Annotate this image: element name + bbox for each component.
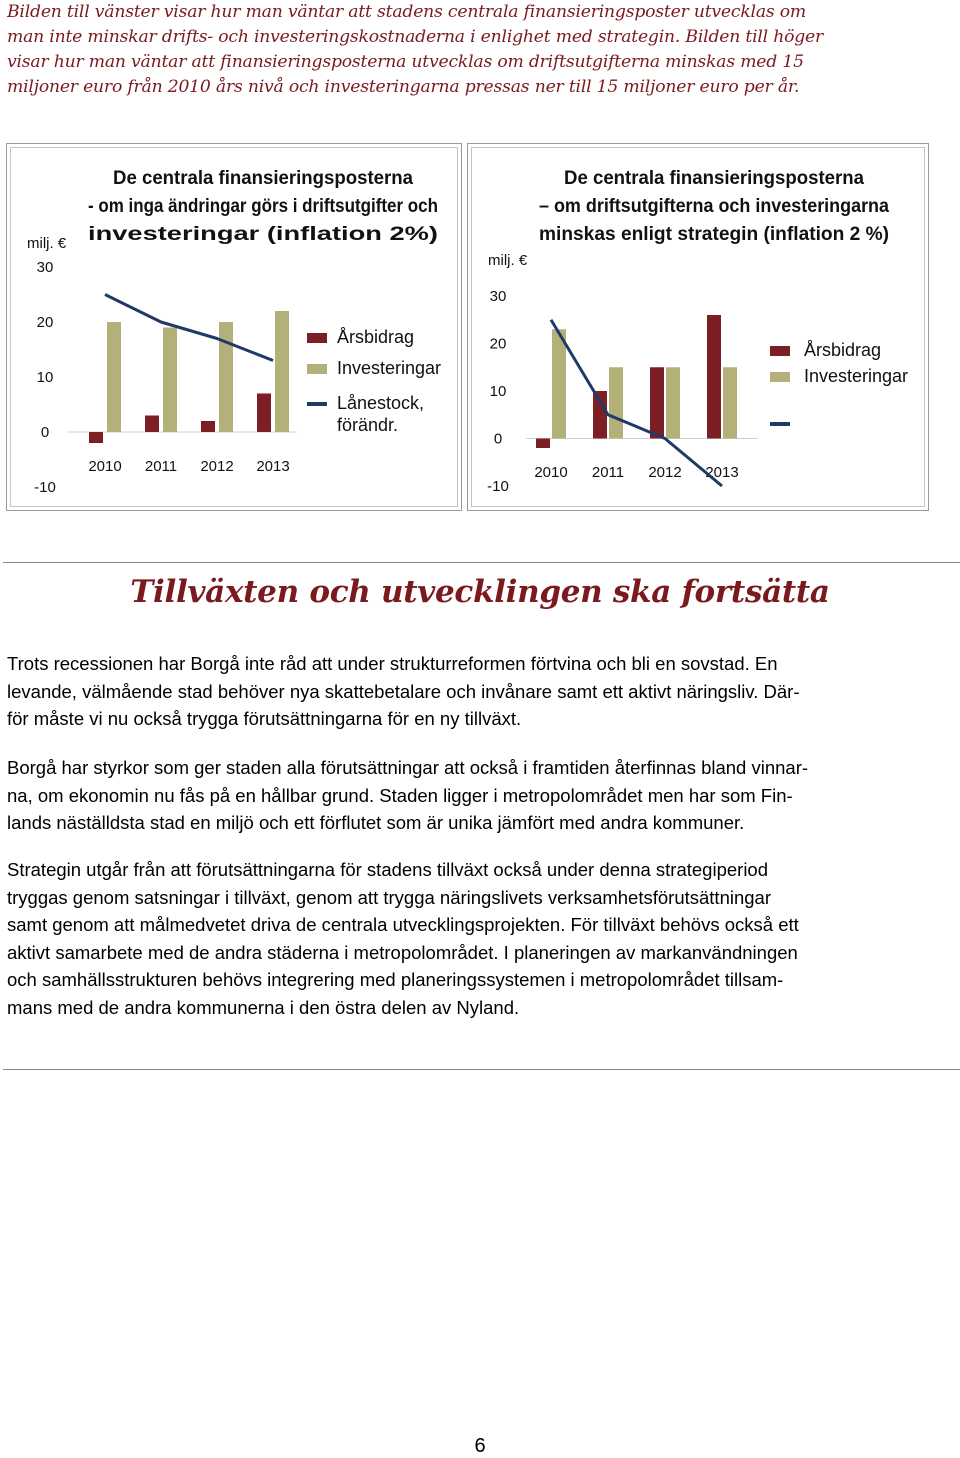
paragraph-line: lands näställdsta stad en miljö och ett förflutet som är unika jämfört med andra kommuner. xyxy=(7,812,745,833)
chart-left-no-changes xyxy=(6,143,462,511)
unit-label: milj. € xyxy=(27,235,67,252)
y-tick-label: 0 xyxy=(40,424,50,441)
bar-investeringar xyxy=(163,328,177,433)
bar-arsbidrag xyxy=(257,394,271,433)
x-category-label: 2012 xyxy=(200,458,234,475)
chart-title-line: – om driftsutgifterna och investeringarna xyxy=(539,196,890,217)
chart-title-line: - om inga ändringar görs i driftsutgifter och xyxy=(88,196,438,217)
section-divider-bottom xyxy=(3,1069,960,1070)
paragraph-line: na, om ekonomin nu fås på en hållbar grund. Staden ligger i metropolområdet men har som Fin- xyxy=(7,784,793,806)
bar-investeringar xyxy=(666,367,680,438)
bar-arsbidrag xyxy=(201,421,215,432)
bar-arsbidrag xyxy=(593,391,607,439)
paragraph-2 xyxy=(7,754,957,837)
legend-swatch-investeringar xyxy=(307,364,327,374)
legend-swatch-line xyxy=(307,402,327,406)
y-tick-label: 20 xyxy=(36,314,54,331)
paragraph-line: för måste vi nu också trygga förutsättningarna för en ny tillväxt. xyxy=(7,708,522,729)
x-category-label: 2013 xyxy=(256,458,290,475)
bar-investeringar xyxy=(723,367,737,438)
legend-label: Lånestock, xyxy=(337,393,425,413)
legend-swatch-arsbidrag xyxy=(307,333,327,343)
bar-investeringar xyxy=(275,311,289,432)
paragraph-line: Borgå har styrkor som ger staden alla förutsättningar att också i framtiden återfinnas bland vinnar- xyxy=(7,757,809,778)
y-tick-label: -10 xyxy=(487,478,509,495)
bar-investeringar xyxy=(107,322,121,432)
intro-line: Bilden till vänster visar hur man väntar att stadens centrala finansieringsposter utvecklas om xyxy=(7,2,807,22)
chart-right-svg xyxy=(468,144,930,512)
bar-arsbidrag xyxy=(650,367,664,438)
x-category-label: 2012 xyxy=(648,464,682,481)
chart-title-line: De centrala finansieringsposterna xyxy=(564,168,865,189)
y-tick-label: 30 xyxy=(36,259,54,276)
intro-line: miljoner euro från 2010 års nivå och investeringarna pressas ner till 15 miljoner euro per år. xyxy=(7,77,800,97)
legend-swatch-arsbidrag xyxy=(770,346,790,356)
legend-label: Investeringar xyxy=(804,366,909,386)
paragraph-line: och samhällsstrukturen behövs integrering med planeringssystemen i metropolområdet tillsam- xyxy=(7,969,784,990)
legend-swatch-investeringar xyxy=(770,372,790,382)
legend-label: Årsbidrag xyxy=(804,340,882,360)
chart-title-line: De centrala finansieringsposterna xyxy=(113,168,414,189)
intro-line: man inte minskar drifts- och investeringskostnaderna i enlighet med strategin. Bilden till höger xyxy=(7,27,824,47)
chart-title-line: investeringar (inflation 2%) xyxy=(88,224,438,245)
y-tick-label: 0 xyxy=(493,430,503,448)
unit-label: milj. € xyxy=(488,252,528,269)
series-line xyxy=(105,295,273,361)
legend-label: Investeringar xyxy=(337,358,442,378)
bar-arsbidrag xyxy=(89,432,103,443)
paragraph-line: tryggas genom satsningar i tillväxt, genom att trygga näringslivets verksamhetsförutsättningar xyxy=(7,886,772,908)
y-tick-label: 10 xyxy=(489,383,507,400)
page-number: 6 xyxy=(474,1435,486,1457)
x-category-label: 2010 xyxy=(88,458,122,475)
legend-swatch-line xyxy=(770,422,790,426)
bar-investeringar xyxy=(609,367,623,438)
intro-line: visar hur man väntar att finansieringsposterna utvecklas om driftsutgifterna minskas med 15 xyxy=(7,52,804,72)
chart-right-strategy xyxy=(467,143,929,511)
paragraph-line: mans med de andra kommunerna i den östra delen av Nyland. xyxy=(7,996,520,1018)
paragraph-line: levande, välmående stad behöver nya skattebetalare och invånare samt ett aktivt näringsliv. Där- xyxy=(7,680,800,702)
bar-arsbidrag xyxy=(536,439,550,449)
bar-arsbidrag xyxy=(145,416,159,433)
y-tick-label: 30 xyxy=(489,288,507,305)
section-heading: Tillväxten och utvecklingen ska fortsätta xyxy=(130,574,830,610)
y-tick-label: -10 xyxy=(34,479,56,496)
paragraph-line: Trots recessionen har Borgå inte råd att under strukturreformen förtvina och bli en sovstad. En xyxy=(7,653,778,674)
x-category-label: 2011 xyxy=(591,464,625,481)
series-line xyxy=(551,320,722,486)
chart-title-line: minskas enligt strategin (inflation 2 %) xyxy=(539,224,889,245)
x-category-label: 2010 xyxy=(534,464,568,481)
y-tick-label: 10 xyxy=(36,369,54,386)
paragraph-line: samt genom att målmedvetet driva de centrala utvecklingsprojekten. För tillväxt behövs också ett xyxy=(7,914,799,935)
section-divider-top xyxy=(3,562,960,563)
bar-arsbidrag xyxy=(707,315,721,439)
paragraph-line: aktivt samarbete med de andra städerna i metropolområdet. I planeringen av markanvändningen xyxy=(7,941,798,963)
chart-left-svg xyxy=(7,144,463,512)
paragraph-line: Strategin utgår från att förutsättningarna för stadens tillväxt också under denna strategiperiod xyxy=(7,859,769,880)
y-tick-label: 20 xyxy=(489,335,507,353)
x-category-label: 2013 xyxy=(705,464,739,481)
x-category-label: 2011 xyxy=(144,458,178,475)
paragraph-3 xyxy=(7,856,957,1021)
figure-intro-caption xyxy=(7,0,953,100)
legend-label: Årsbidrag xyxy=(337,327,415,347)
paragraph-1 xyxy=(7,650,957,733)
legend-label: förändr. xyxy=(337,415,399,435)
bar-investeringar xyxy=(552,329,566,438)
